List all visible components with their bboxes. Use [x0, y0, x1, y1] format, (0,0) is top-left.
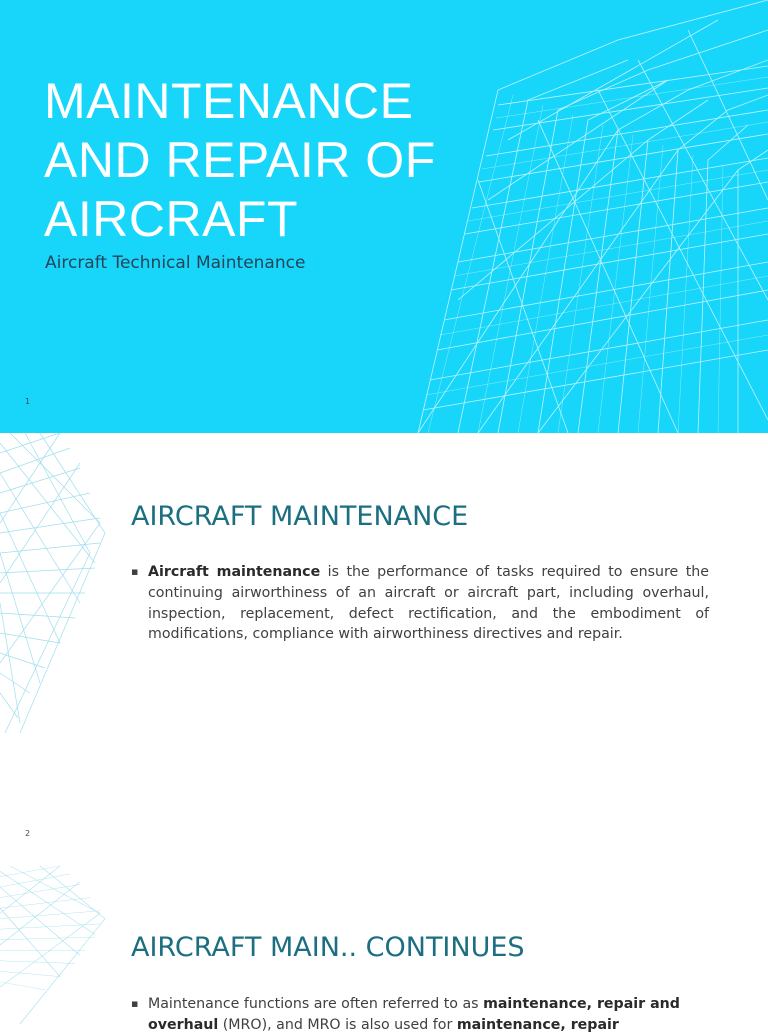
bullet-text: Maintenance functions are often referred to as — [148, 996, 484, 1012]
bold-term: maintenance, repair and overhaul — [148, 996, 680, 1033]
content-slide — [0, 866, 768, 1033]
content-slide — [0, 433, 768, 866]
wireframe-building-icon — [0, 866, 110, 1024]
slide-subtitle: Aircraft Technical Maintenance — [45, 253, 306, 273]
bullet-list — [131, 994, 709, 1036]
slide-heading: AIRCRAFT MAINTENANCE — [131, 501, 469, 532]
bold-term: Aircraft maintenance — [148, 564, 321, 580]
title-slide — [0, 0, 768, 433]
list-item — [131, 994, 709, 1036]
square-bullet-icon: ▪ — [131, 565, 139, 578]
wireframe-building-icon — [0, 433, 110, 733]
square-bullet-icon: ▪ — [131, 997, 139, 1010]
bold-term: maintenance, repair — [456, 1016, 619, 1033]
bullet-text: (MRO), and MRO is also used for — [218, 1016, 457, 1033]
bullet-text: is the performance of tasks required to ensure the continuing airworthiness of an aircraft or aircraft part, including overhaul, inspection, replacement, defect rectification, and the embodiment of modifications, compliance with airworthiness directives and repair. — [148, 564, 710, 643]
bullet-list — [131, 562, 709, 645]
slide-number: 1 — [25, 397, 31, 406]
list-item — [131, 562, 709, 645]
slide-heading: AIRCRAFT MAIN.. CONTINUES — [131, 932, 525, 963]
slide-number: 2 — [25, 829, 31, 838]
wireframe-building-icon — [418, 0, 768, 433]
slide-title: MAINTENANCE AND REPAIR OF AIRCRAFT — [44, 73, 436, 247]
